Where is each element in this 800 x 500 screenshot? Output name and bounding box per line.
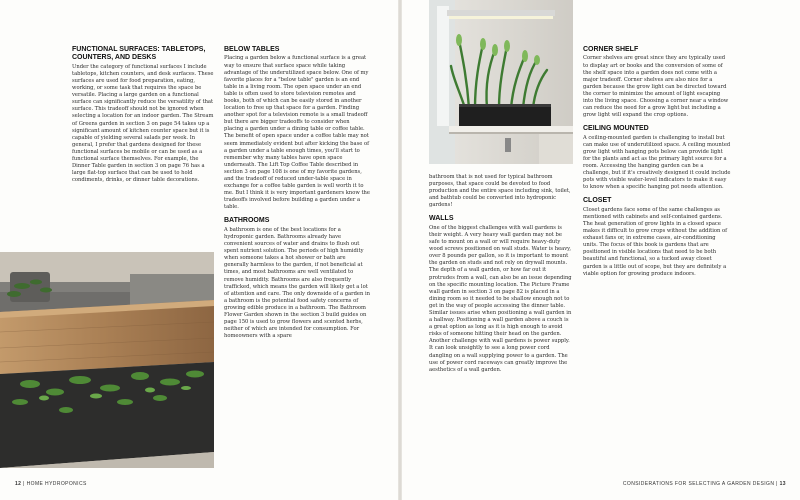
section-body-bathrooms: A bathroom is one of the best locations for a hydroponic garden. Bathrooms already have convenient sources of water and drains to flush out spent nutrient solution. The periods of high humidity when someone takes a hot shower or bath are generally harmless to the garden, if not beneficial at times, and most bathrooms are well ventilated to remove humidity. Bathrooms are also frequently trafficked, which means the garden will likely get a lot of attention and care. The only downside of a garden in a bathroom is the potential food safety concerns of growing edible produce in a bathroom. The Bathroom Flower Garden shown in the section 3 build guides on page 150 is used to grow flowers and scented herbs, neither of which are intended for consumption. For homeowners with a spare — [224, 226, 370, 340]
section-heading-ceiling-mounted: CEILING MOUNTED — [583, 125, 649, 133]
column-below-tables-bathrooms — [224, 46, 370, 340]
coffee-table-garden-photo — [0, 252, 214, 468]
section-heading-bathrooms: BATHROOMS — [224, 217, 270, 225]
right-page-number: 13 — [779, 481, 786, 487]
section-heading-below-tables: BELOW TABLES — [224, 46, 280, 53]
folio-separator: | — [776, 481, 780, 487]
section-body-functional-surfaces: Under the category of functional surfaces I include tabletops, kitchen counters, and desk surfaces. These surfaces are used for food preparation, eating, working, or some task that requires the space be versatile. Placing a large garden on a functional surface can significantly reduce the versatility of that surface. This tradeoff should not be ignored when selecting a location for an indoor garden. The Stream of Greens garden in section 3 on page 54 takes up a significant amount of kitchen counter space but it is capable of yielding several salads per week. In general, I prefer that gardens designed for these functional surfaces be mobile or can be used as a functional surface themselves. For example, the Dinner Table garden in section 3 on page 76 has a large flat-top surface that can be used to hold condiments, drinks, or dinner table decorations. — [72, 63, 214, 184]
column-walls — [429, 174, 573, 374]
section-body-walls: One of the biggest challenges with wall gardens is their weight. A very heavy wall garden may not be safe to mount on a wall or will require heavy-duty wood screws positioned on wall studs. Water is heavy, over 8 pounds per gallon, so it is important to mount the garden on studs and not rely on drywall mounts. The depth of a wall garden, or how far out it protrudes from a wall, can also be an issue depending on the specific mounting location. The Picture Frame wall garden in section 3 on page 82 is placed in a dining room so it needed to be shallow enough not to get in the way of people accessing the dinner table. Similar issues arise when positioning a wall garden in a hallway. Positioning a wall garden above a couch is a great option as long as it is high enough to avoid risks of someone hitting their head on the garden. Another challenge with wall gardens is power supply. It can look unsightly to see a long power cord dangling on a wall supplying power to a garden. The use of power cord raceways can greatly improve the aesthetics of a wall garden. — [429, 224, 572, 373]
section-heading-corner-shelf: CORNER SHELF — [583, 46, 639, 53]
left-page-number: 12 — [15, 481, 22, 487]
page-gutter — [398, 0, 402, 500]
right-running-title: CONSIDERATIONS FOR SELECTING A GARDEN DESIGN — [622, 481, 775, 487]
section-body-below-tables: Placing a garden below a functional surface is a great way to ensure that surface space while taking advantage of the underutilized space below. One of my favorite places for a "below table" garden is an end table in a living room. The open space under an end table is often used to store television remotes and books, both of which can be easily stored in another location to free up that space for a garden. Finding another spot for a television remote is a small tradeoff but there are bigger tradeoffs to consider when placing a garden under a dining table or coffee table. The benefit of open space under a coffee table may not seem immediately evident but after kicking the base of a garden under a table enough times, you'll start to remember why many tables have open space underneath. The Lift Top Coffee Table described in section 3 on page 108 is one of my favorite gardens, and the tradeoff of reduced under-table space in exchange for a coffee table garden is well worth it to me. But I think it is very important gardeners know the tradeoffs involved before building a garden under a table. — [224, 55, 370, 211]
continued-bathroom-text: bathroom that is not used for typical bathroom purposes, that space could be devoted to food production and the entire space including sink, toilet, and bathtub could be converted into hydroponic gardens! — [429, 174, 571, 209]
left-running-title: HOME HYDROPONICS — [26, 481, 87, 487]
column-functional-surfaces — [72, 46, 214, 184]
section-heading-walls: WALLS — [429, 215, 454, 223]
right-folio — [623, 481, 786, 487]
section-body-corner-shelf: Corner shelves are great since they are typically used to display art or books and the conversion of some of the shelf space into a garden does not come with a major tradeoff. Corner shelves are also nice for a garden because the grow light can be directed toward the corner to minimize the amount of light escaping into the living space. Choosing a corner near a window can reduce the need for a grow light but including a grow light will expand the crop options. — [583, 55, 729, 119]
column-corner-ceiling-closet — [583, 46, 731, 278]
coffee-table-garden-illustration — [0, 252, 214, 468]
corner-shelf-garden-photo — [429, 0, 573, 164]
section-heading-closet: CLOSET — [583, 197, 612, 205]
left-folio — [15, 481, 87, 487]
section-body-closet: Closet gardens face some of the same challenges as mentioned with cabinets and self-contained gardens. The heat generation of grow lights in a closed space makes it difficult to grow crops without the addition of exhaust fans or, in extreme cases, air-conditioning units. The focus of this book is gardens that are positioned in visible locations that need to be both beautiful and functional, so a tucked away closet garden is a little out of scope, but they are definitely a viable option for growing produce indoors. — [583, 206, 728, 277]
section-body-ceiling-mounted: A ceiling-mounted garden is challenging to install but can make use of underutilized space. A ceiling mounted grow light with hanging pots below can provide light for the plants and act as the primary light source for a room. Accessing the hanging garden can be a challenge, but if it's creatively designed it could include pots with visible water-level indicators to make it easy to know when a specific hanging pot needs attention. — [583, 134, 731, 191]
shelf-garden-illustration — [429, 0, 573, 164]
folio-separator: | — [23, 481, 27, 487]
section-heading-functional-surfaces: FUNCTIONAL SURFACES: TABLETOPS, COUNTERS, AND DESKS — [72, 46, 206, 62]
